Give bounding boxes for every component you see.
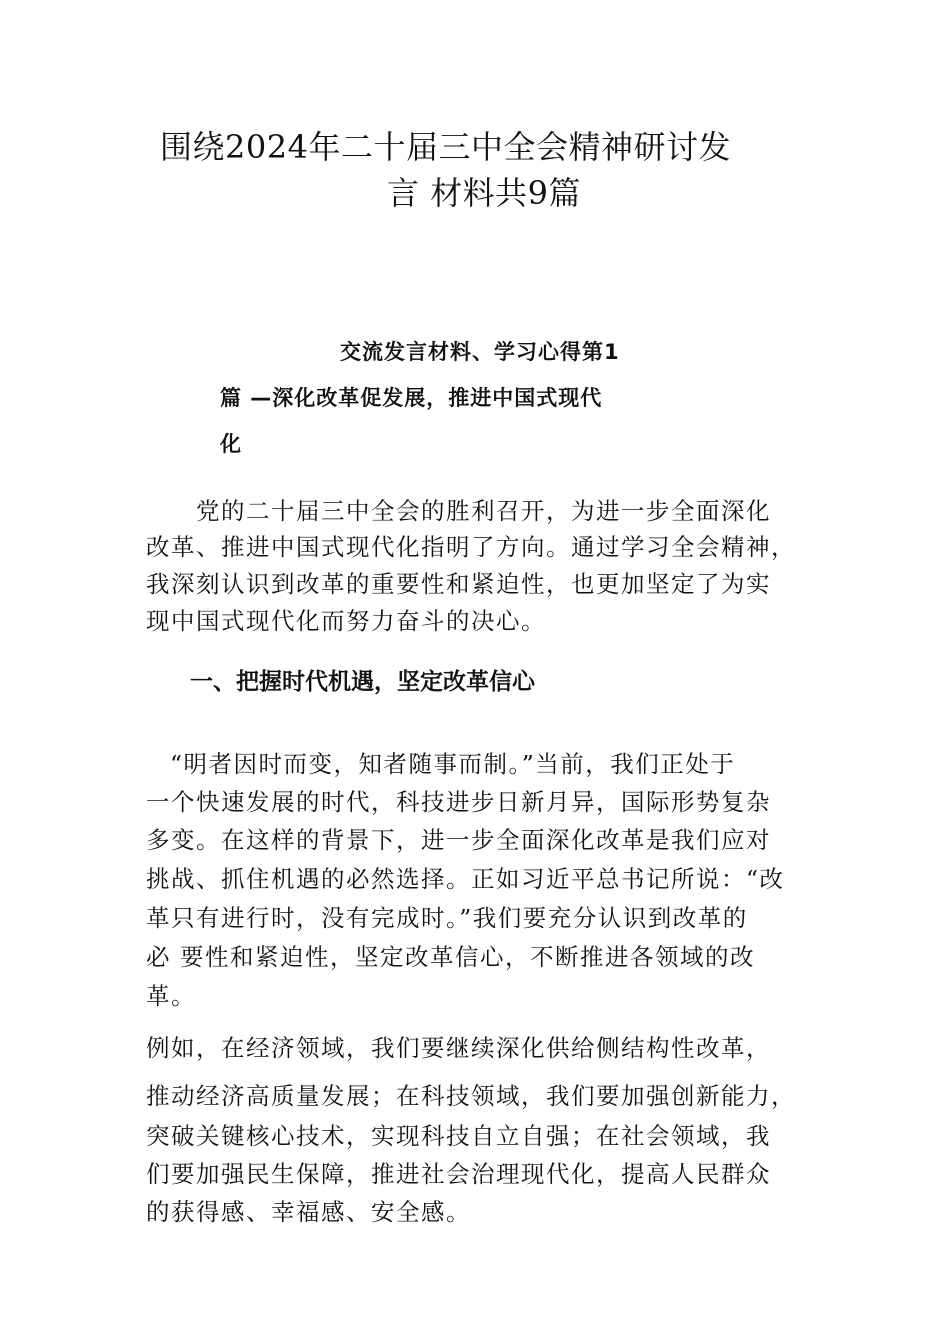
section-paragraph-line-6: 必 要性和紧迫性，坚定改革信心，不断推进各领域的改 [146,943,755,971]
subtitle-line-3: 化 [220,432,242,456]
subtitle-line-2: 篇 —深化改革促发展，推进中国式现代 [220,386,603,410]
section-paragraph-line-5: 革只有进行时，没有完成时。”我们要充分认识到改革的 [146,904,748,932]
example-paragraph-line-5: 的获得感、幸福感、安全感。 [146,1198,471,1226]
example-paragraph-line-2: 推动经济高质量发展；在科技领域，我们要加强创新能力， [146,1082,796,1110]
section-paragraph-line-4: 挑战、抓住机遇的必然选择。正如习近平总书记所说：“改 [146,865,785,893]
section-heading: 一、把握时代机遇，坚定改革信心 [190,669,535,695]
section-paragraph-line-2: 一个快速发展的时代，科技进步日新月异，国际形势复杂 [146,788,771,816]
section-paragraph-line-1: “明者因时而变，知者随事而制。”当前，我们正处于 [170,750,736,778]
example-paragraph-line-4: 们要加强民生保障，推进社会治理现代化，提高人民群众 [146,1160,771,1188]
subtitle-line-1: 交流发言材料、学习心得第1 [340,340,620,364]
section-paragraph-line-7: 革。 [146,982,196,1010]
section-paragraph-line-3: 多变。在这样的背景下，进一步全面深化改革是我们应对 [146,826,771,854]
intro-paragraph-line-2: 改革、推进中国式现代化指明了方向。通过学习全会精神， [146,533,796,561]
example-paragraph-line-1: 例如，在经济领域，我们要继续深化供给侧结构性改革， [146,1034,771,1062]
document-title-line-2: 言 材料共9篇 [387,174,582,212]
example-paragraph-line-3: 突破关键核心技术，实现科技自立自强；在社会领域，我 [146,1122,771,1150]
document-title-line-1: 围绕2024年二十届三中全会精神研讨发 [160,128,731,166]
intro-paragraph-line-4: 现中国式现代化而努力奋斗的决心。 [146,607,546,635]
intro-paragraph-line-3: 我深刻认识到改革的重要性和紧迫性，也更加坚定了为实 [146,570,771,598]
intro-paragraph-line-1: 党的二十届三中全会的胜利召开，为进一步全面深化 [196,497,771,525]
